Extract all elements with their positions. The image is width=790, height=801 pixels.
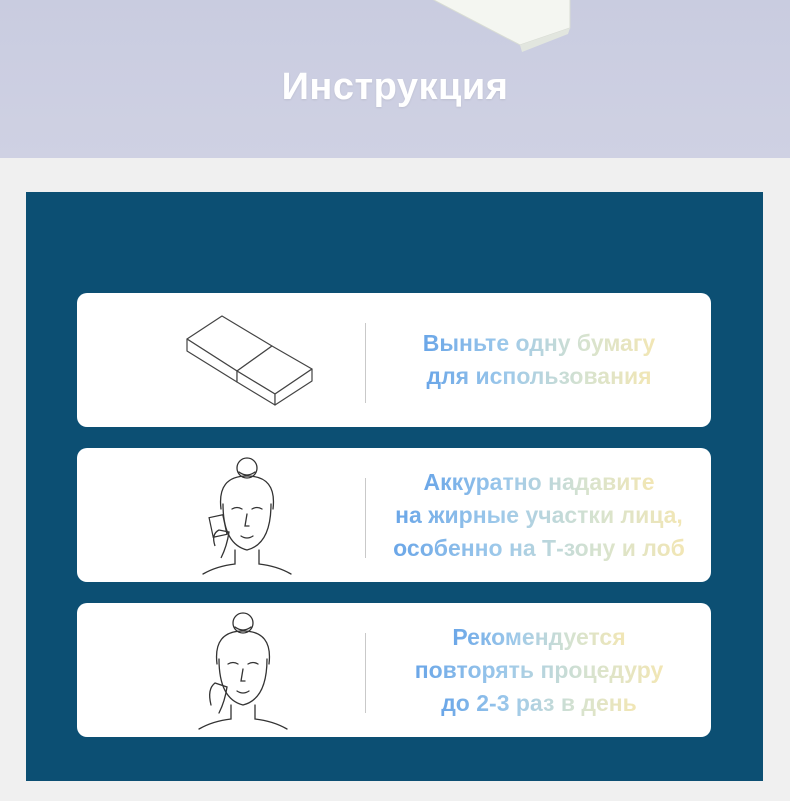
face-hand-illustration bbox=[177, 609, 317, 731]
face-blotting-illustration bbox=[177, 454, 317, 576]
step-text-line: до 2-3 раз в день bbox=[441, 687, 637, 720]
step-text-line: на жирные участки лица, bbox=[395, 499, 683, 532]
paper-box-icon bbox=[177, 299, 317, 421]
section-gap bbox=[0, 158, 790, 192]
step-card-1 bbox=[77, 293, 711, 427]
step-text bbox=[367, 603, 711, 737]
step-text-line: Аккуратно надавите bbox=[424, 466, 655, 499]
step-card-2 bbox=[77, 448, 711, 582]
step-card-3 bbox=[77, 603, 711, 737]
step-text-line: для использования bbox=[426, 360, 651, 393]
instructions-panel bbox=[26, 192, 763, 781]
paper-pack-image bbox=[420, 0, 620, 60]
step-text bbox=[367, 293, 711, 427]
step-text-line: повторять процедуру bbox=[415, 654, 664, 687]
step-divider bbox=[365, 323, 366, 403]
step-text-line: особенно на Т-зону и лоб bbox=[393, 532, 685, 565]
step-divider bbox=[365, 478, 366, 558]
hero-banner bbox=[0, 0, 790, 158]
page-title: Инструкция bbox=[281, 66, 509, 108]
step-text bbox=[367, 448, 711, 582]
step-divider bbox=[365, 633, 366, 713]
step-text-line: Рекомендуется bbox=[452, 621, 625, 654]
step-text-line: Выньте одну бумагу bbox=[423, 327, 655, 360]
page-bottom bbox=[0, 781, 790, 801]
